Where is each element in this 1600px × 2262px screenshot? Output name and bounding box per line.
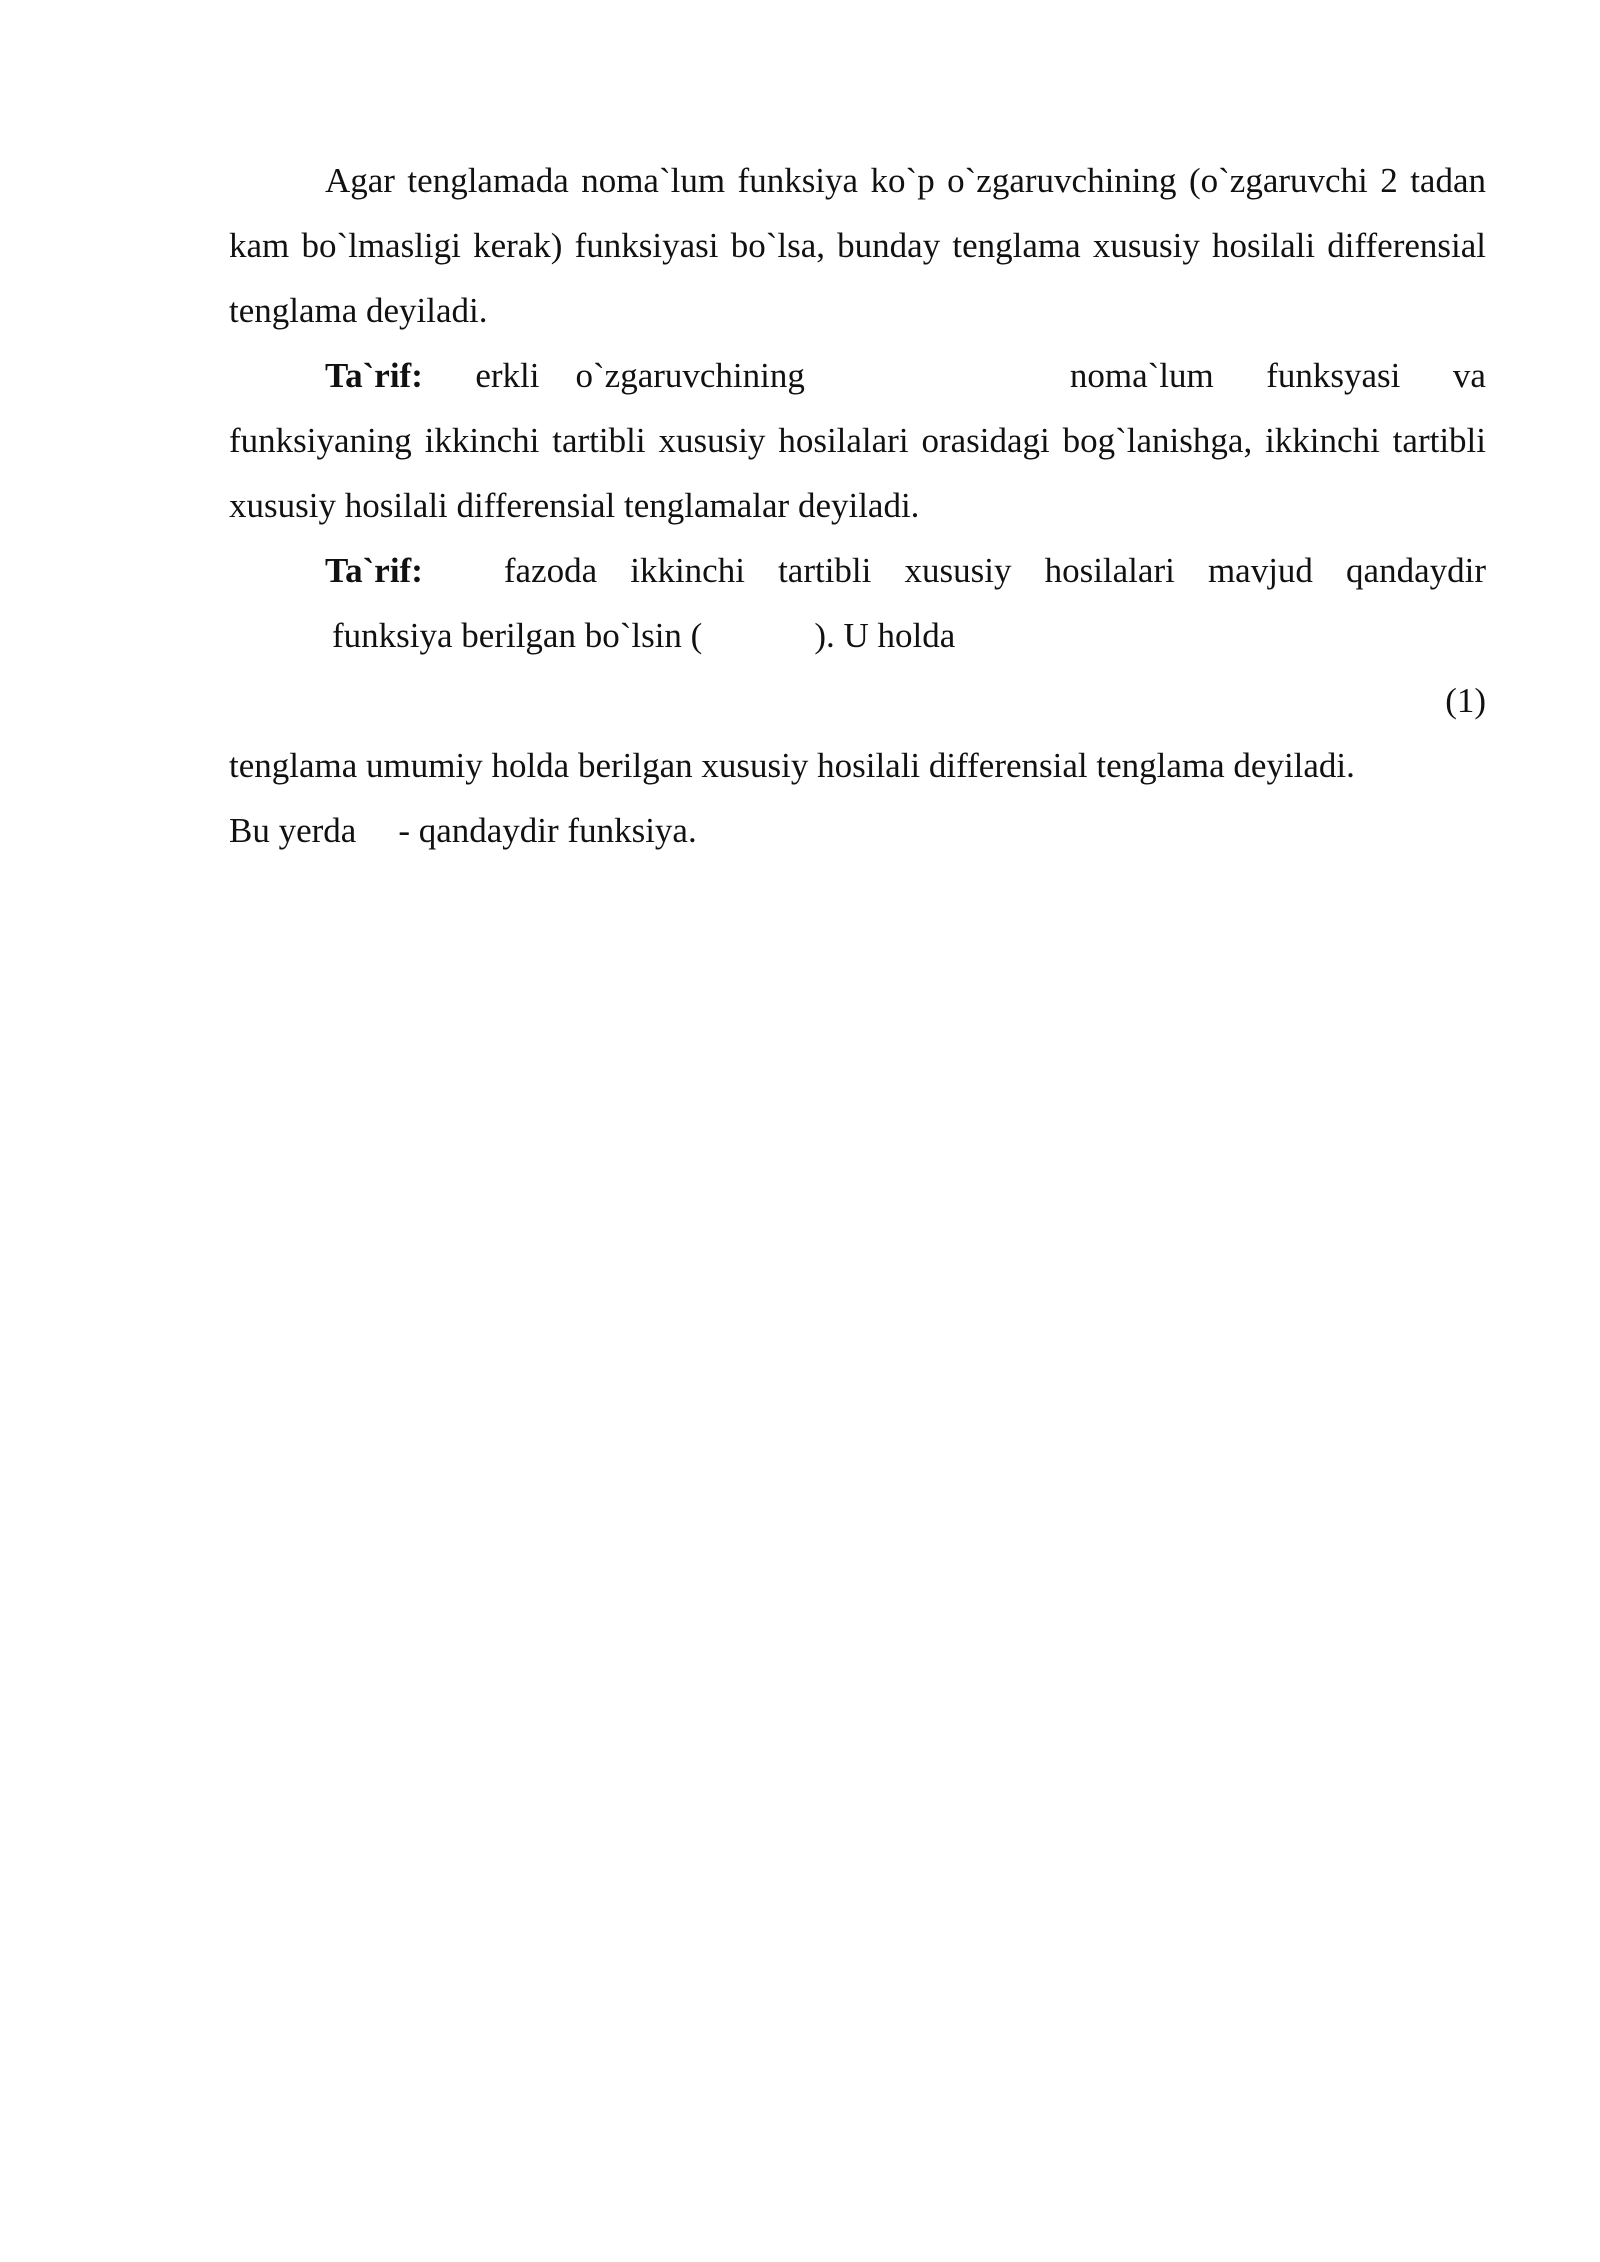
definition-1-word: noma`lum <box>1069 356 1214 395</box>
formula-gap <box>857 343 1017 408</box>
definition-1-first-line <box>229 343 1486 408</box>
bu-yerda-text-b: - qandaydir funksiya. <box>398 811 697 850</box>
bu-yerda-line <box>229 798 1486 863</box>
definition-1-word: erkli <box>475 356 540 395</box>
document-body <box>229 148 1486 863</box>
definition-2-second-line <box>229 603 1486 668</box>
definition-2-text: fazoda ikkinchi tartibli xususiy hosilalari mavjud qandaydir <box>503 551 1486 590</box>
definition-2-text-a: funksiya berilgan bo`lsin ( <box>332 616 703 655</box>
formula-gap <box>423 538 504 603</box>
equation-number: (1) <box>1445 681 1486 720</box>
definition-1-word: funksyasi <box>1266 356 1401 395</box>
intro-paragraph: Agar tenglamada noma`lum funksiya ko`p o`zgaruvchining (o`zgaruvchi 2 tadan kam bo`lmasligi kerak) funksiyasi bo`lsa, bunday tenglama xususiy hosilali differensial tenglama deyiladi. <box>229 161 1486 330</box>
definition-1-continuation: funksiyaning ikkinchi tartibli xususiy hosilalari orasidagi bog`lanishga, ikkinchi tartibli xususiy hosilali differensial tenglamalar deyiladi. <box>229 421 1486 525</box>
equation-line <box>229 668 1486 733</box>
after-equation-paragraph: tenglama umumiy holda berilgan xususiy hosilali differensial tenglama deyiladi. <box>229 746 1355 785</box>
definition-1-word: va <box>1452 356 1486 395</box>
definition-1-words-a <box>475 343 805 408</box>
definition-1-word: o`zgaruvchining <box>575 356 805 395</box>
definition-2-text-b: ). U holda <box>814 616 956 655</box>
definition-2-first-line <box>229 538 1486 603</box>
bu-yerda-text-a: Bu yerda <box>229 811 357 850</box>
definition-2-label: Ta`rif: <box>325 551 423 590</box>
definition-1-label: Ta`rif: <box>325 356 423 395</box>
